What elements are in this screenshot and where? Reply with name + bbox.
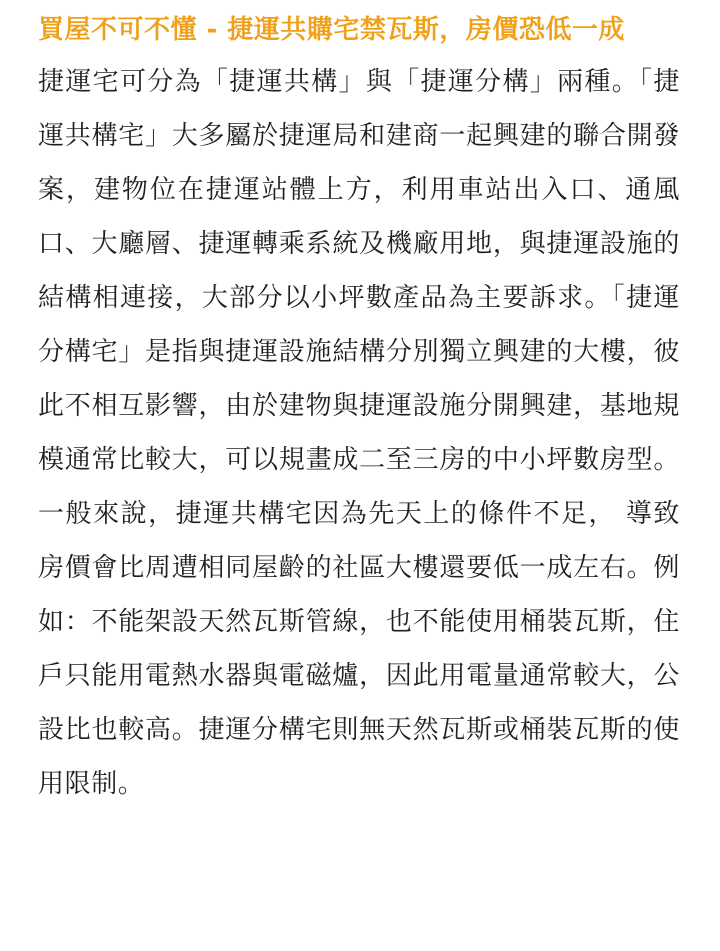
article-body: 捷運宅可分為「捷運共構」與「捷運分構」兩種。「捷運共構宅」大多屬於捷運局和建商一起興建的聯合開發案，建物位在捷運站體上方，利用車站出入口、通風口、大廳層、捷運轉乘系統及機廠用地，與捷運設施的結構相連接，大部分以小坪數產品為主要訴求。「捷運分構宅」是指與捷運設施結構分別獨立興建的大樓，彼此不相互影響，由於建物與捷運設施分開興建，基地規模通常比較大，可以規畫成二至三房的中小坪數房型。一般來說，捷運共構宅因為先天上的條件不足， 導致房價會比周遭相同屋齡的社區大樓還要低一成左右。例如：不能架設天然瓦斯管線，也不能使用桶裝瓦斯，住戶只能用電熱水器與電磁爐，因此用電量通常較大，公設比也較高。捷運分構宅則無天然瓦斯或桶裝瓦斯的使用限制。 [38,67,680,799]
article-title: 買屋不可不懂 - 捷運共購宅禁瓦斯，房價恐低一成 [38,15,625,45]
